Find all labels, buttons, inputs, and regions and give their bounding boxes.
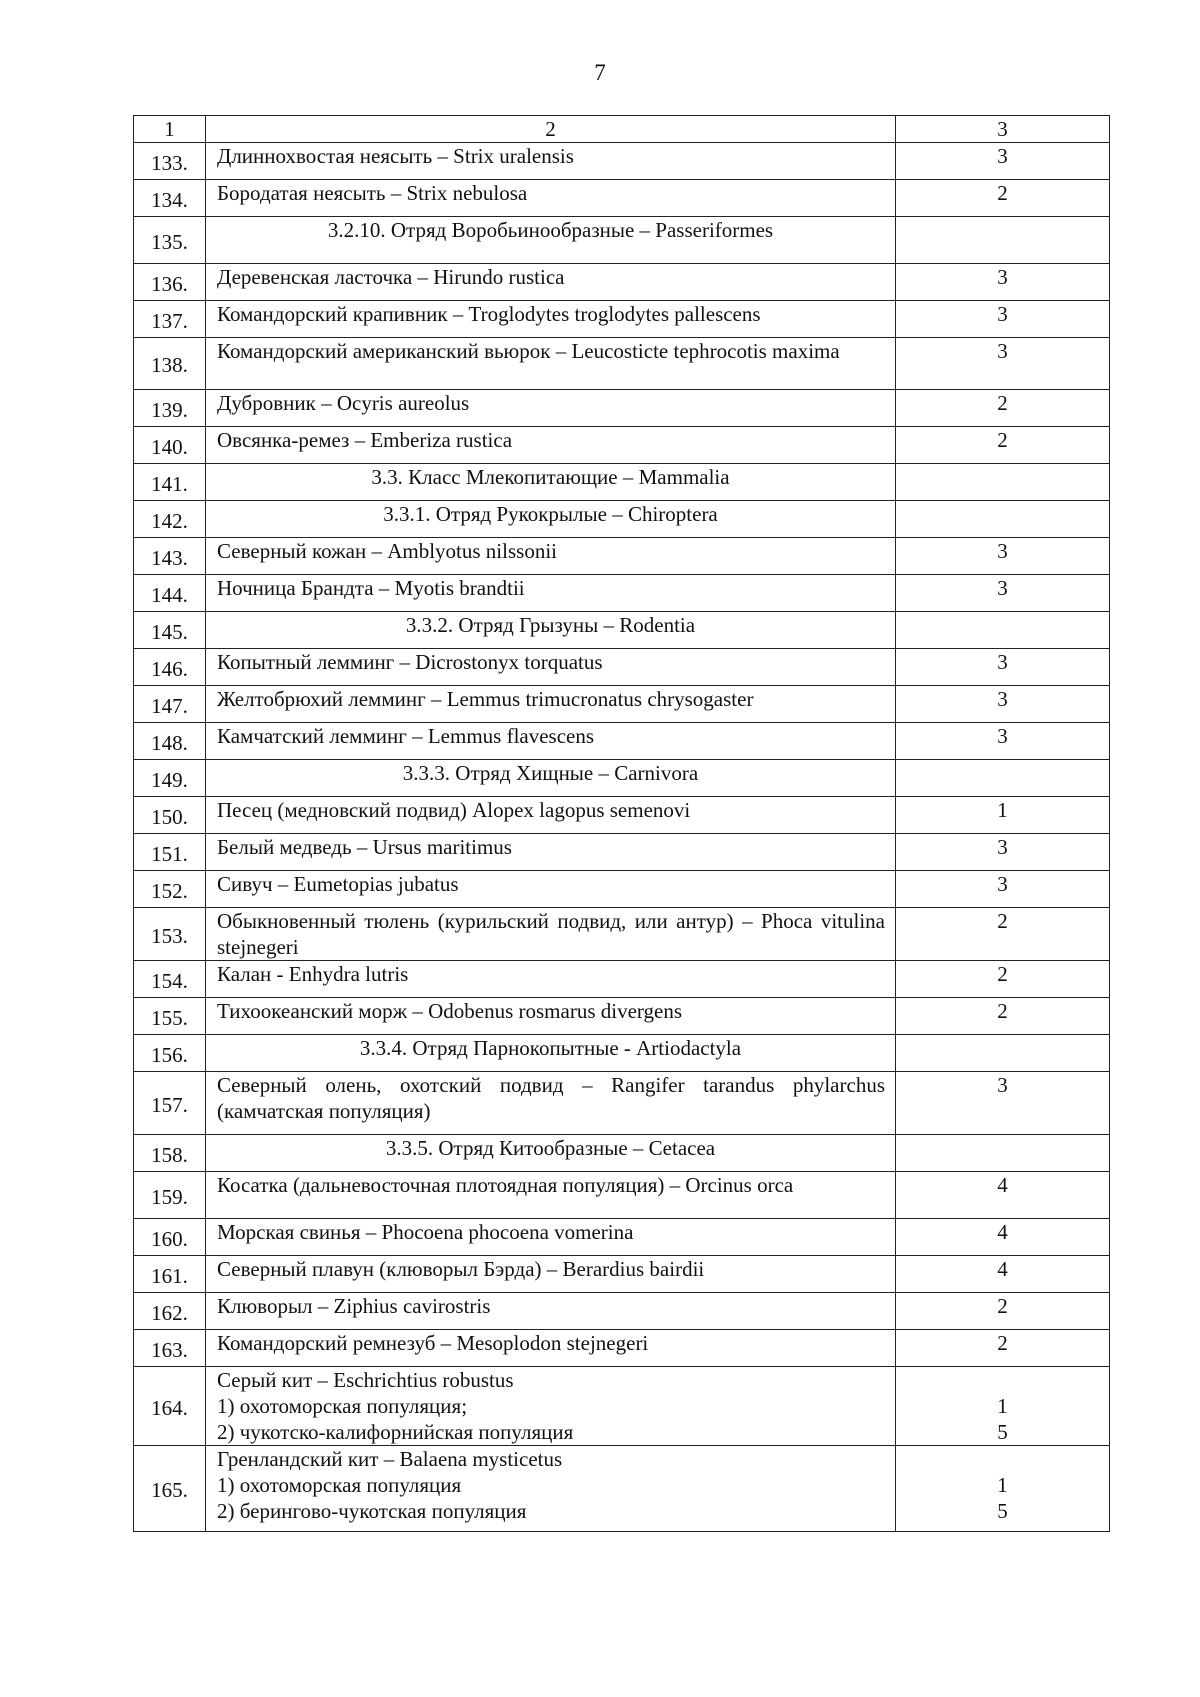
species-name: Сивуч – Eumetopias jubatus: [206, 871, 896, 908]
species-name: [206, 1367, 896, 1446]
row-number: 159.: [134, 1172, 206, 1219]
row-number: 158.: [134, 1135, 206, 1172]
table-row: [134, 834, 1110, 871]
species-name: Морская свинья – Phocoena phocoena vomerina: [206, 1219, 896, 1256]
species-name: Командорский крапивник – Troglodytes troglodytes pallescens: [206, 301, 896, 338]
table-row: [134, 501, 1110, 538]
table-row: [134, 538, 1110, 575]
species-name: Копытный лемминг – Dicrostonyx torquatus: [206, 649, 896, 686]
row-number: 138.: [134, 338, 206, 390]
table-row: [134, 871, 1110, 908]
table-row: [134, 998, 1110, 1035]
table-body: [134, 116, 1110, 1532]
category-cell: 3: [896, 538, 1110, 575]
category-cell: 3: [896, 686, 1110, 723]
category-cell: 3: [896, 1072, 1110, 1135]
population-name: 2) чукотско-калифорнийская популяция: [217, 1420, 574, 1444]
section-heading: 3.3.4. Отряд Парнокопытные - Artiodactyla: [206, 1035, 896, 1072]
species-name: Деревенская ласточка – Hirundo rustica: [206, 264, 896, 301]
species-name: Обыкновенный тюлень (курильский подвид, или антур) – Phoca vitulina stejnegeri: [206, 908, 896, 961]
species-name-text: Серый кит – Eschrichtius robustus: [217, 1368, 514, 1392]
species-name: Бородатая неясыть – Strix nebulosa: [206, 180, 896, 217]
category-cell: [896, 501, 1110, 538]
section-heading: 3.2.10. Отряд Воробьинообразные – Passeriformes: [206, 217, 896, 264]
table-row: [134, 464, 1110, 501]
category-cell: [896, 760, 1110, 797]
category-cell: 4: [896, 1172, 1110, 1219]
row-number: 144.: [134, 575, 206, 612]
table-row: [134, 301, 1110, 338]
category-cell: 2: [896, 390, 1110, 427]
species-name: Камчатский лемминг – Lemmus flavescens: [206, 723, 896, 760]
table-row: [134, 1367, 1110, 1446]
species-name: Командорский американский вьюрок – Leucosticte tephrocotis maxima: [206, 338, 896, 390]
section-heading: 3.3.2. Отряд Грызуны – Rodentia: [206, 612, 896, 649]
row-number: 133.: [134, 143, 206, 180]
species-name: Командорский ремнезуб – Mesoplodon stejnegeri: [206, 1330, 896, 1367]
row-number: 150.: [134, 797, 206, 834]
table-row: [134, 1172, 1110, 1219]
population-category: 1: [997, 1394, 1008, 1418]
section-heading: 3.3.1. Отряд Рукокрылые – Chiroptera: [206, 501, 896, 538]
population-name: 1) охотоморская популяция;: [217, 1394, 468, 1418]
table-row: [134, 427, 1110, 464]
species-name: Овсянка-ремез – Emberiza rustica: [206, 427, 896, 464]
row-number: 155.: [134, 998, 206, 1035]
species-name: Белый медведь – Ursus maritimus: [206, 834, 896, 871]
table-row: [134, 180, 1110, 217]
species-name: Северный плавун (клюворыл Бэрда) – Berardius bairdii: [206, 1256, 896, 1293]
category-cell: 3: [896, 871, 1110, 908]
species-name: Длиннохвостая неясыть – Strix uralensis: [206, 143, 896, 180]
table-row: [134, 760, 1110, 797]
category-cell: 2: [896, 180, 1110, 217]
header-col-2: 2: [206, 116, 896, 143]
table-row: [134, 390, 1110, 427]
species-table: [133, 115, 1110, 1532]
category-blank: [896, 1367, 1109, 1393]
table-row: [134, 1035, 1110, 1072]
row-number: 161.: [134, 1256, 206, 1293]
category-blank: [896, 1446, 1109, 1472]
row-number: 163.: [134, 1330, 206, 1367]
table-header-row: [134, 116, 1110, 143]
header-col-1: 1: [134, 116, 206, 143]
row-number: 164.: [134, 1367, 206, 1446]
category-cell: 3: [896, 301, 1110, 338]
category-cell: 2: [896, 998, 1110, 1035]
row-number: 160.: [134, 1219, 206, 1256]
row-number: 146.: [134, 649, 206, 686]
category-cell: 2: [896, 961, 1110, 998]
category-cell: 3: [896, 834, 1110, 871]
category-cell: [896, 1035, 1110, 1072]
row-number: 141.: [134, 464, 206, 501]
table-row: [134, 961, 1110, 998]
table-row: [134, 723, 1110, 760]
species-name: Калан - Enhydra lutris: [206, 961, 896, 998]
category-cell: 4: [896, 1219, 1110, 1256]
table-row: [134, 1446, 1110, 1532]
category-cell: 3: [896, 649, 1110, 686]
category-cell: [896, 1367, 1110, 1446]
species-name: Косатка (дальневосточная плотоядная популяция) – Orcinus orca: [206, 1172, 896, 1219]
table-row: [134, 217, 1110, 264]
species-name: Желтобрюхий лемминг – Lemmus trimucronatus chrysogaster: [206, 686, 896, 723]
table-row: [134, 143, 1110, 180]
row-number: 148.: [134, 723, 206, 760]
row-number: 137.: [134, 301, 206, 338]
section-heading: 3.3. Класс Млекопитающие – Mammalia: [206, 464, 896, 501]
row-number: 154.: [134, 961, 206, 998]
category-cell: 3: [896, 264, 1110, 301]
row-number: 140.: [134, 427, 206, 464]
species-name: [206, 1446, 896, 1532]
table-row: [134, 264, 1110, 301]
category-cell: 2: [896, 1330, 1110, 1367]
row-number: 149.: [134, 760, 206, 797]
category-cell: 1: [896, 797, 1110, 834]
table-row: [134, 649, 1110, 686]
header-col-3: 3: [896, 116, 1110, 143]
row-number: 165.: [134, 1446, 206, 1532]
category-cell: [896, 1446, 1110, 1532]
section-heading: 3.3.5. Отряд Китообразные – Cetacea: [206, 1135, 896, 1172]
species-name: Тихоокеанский морж – Odobenus rosmarus divergens: [206, 998, 896, 1035]
category-cell: [896, 612, 1110, 649]
category-cell: 4: [896, 1256, 1110, 1293]
species-name: Северный олень, охотский подвид – Rangifer tarandus phylarchus (камчатская популяция): [206, 1072, 896, 1135]
table-row: [134, 797, 1110, 834]
row-number: 134.: [134, 180, 206, 217]
species-name: Клюворыл – Ziphius cavirostris: [206, 1293, 896, 1330]
species-name-text: Гренландский кит – Balaena mysticetus: [217, 1447, 563, 1471]
species-name: Ночница Брандта – Myotis brandtii: [206, 575, 896, 612]
species-name: Дубровник – Ocyris aureolus: [206, 390, 896, 427]
row-number: 152.: [134, 871, 206, 908]
table-row: [134, 686, 1110, 723]
category-cell: 2: [896, 908, 1110, 961]
table-row: [134, 575, 1110, 612]
table-row: [134, 1330, 1110, 1367]
population-category: 1: [997, 1473, 1008, 1497]
row-number: 135.: [134, 217, 206, 264]
category-cell: 3: [896, 723, 1110, 760]
species-name: Песец (медновский подвид) Alopex lagopus semenovi: [206, 797, 896, 834]
category-cell: [896, 1135, 1110, 1172]
page-number: 7: [594, 60, 606, 85]
row-number: 145.: [134, 612, 206, 649]
table-row: [134, 1219, 1110, 1256]
population-name: 1) охотоморская популяция: [217, 1473, 462, 1497]
table-row: [134, 908, 1110, 961]
row-number: 153.: [134, 908, 206, 961]
row-number: 142.: [134, 501, 206, 538]
table-row: [134, 1135, 1110, 1172]
category-cell: 2: [896, 427, 1110, 464]
category-cell: [896, 217, 1110, 264]
population-name: 2) берингово-чукотская популяция: [217, 1499, 527, 1523]
category-cell: 3: [896, 143, 1110, 180]
table-row: [134, 338, 1110, 390]
row-number: 156.: [134, 1035, 206, 1072]
row-number: 143.: [134, 538, 206, 575]
section-heading: 3.3.3. Отряд Хищные – Carnivora: [206, 760, 896, 797]
row-number: 157.: [134, 1072, 206, 1135]
row-number: 162.: [134, 1293, 206, 1330]
row-number: 147.: [134, 686, 206, 723]
species-name: Северный кожан – Amblyotus nilssonii: [206, 538, 896, 575]
table-row: [134, 612, 1110, 649]
population-category: 5: [997, 1420, 1008, 1444]
row-number: 151.: [134, 834, 206, 871]
category-cell: [896, 464, 1110, 501]
table-row: [134, 1293, 1110, 1330]
category-cell: 3: [896, 575, 1110, 612]
row-number: 139.: [134, 390, 206, 427]
table-row: [134, 1256, 1110, 1293]
row-number: 136.: [134, 264, 206, 301]
category-cell: 2: [896, 1293, 1110, 1330]
table-row: [134, 1072, 1110, 1135]
category-cell: 3: [896, 338, 1110, 390]
population-category: 5: [997, 1499, 1008, 1523]
